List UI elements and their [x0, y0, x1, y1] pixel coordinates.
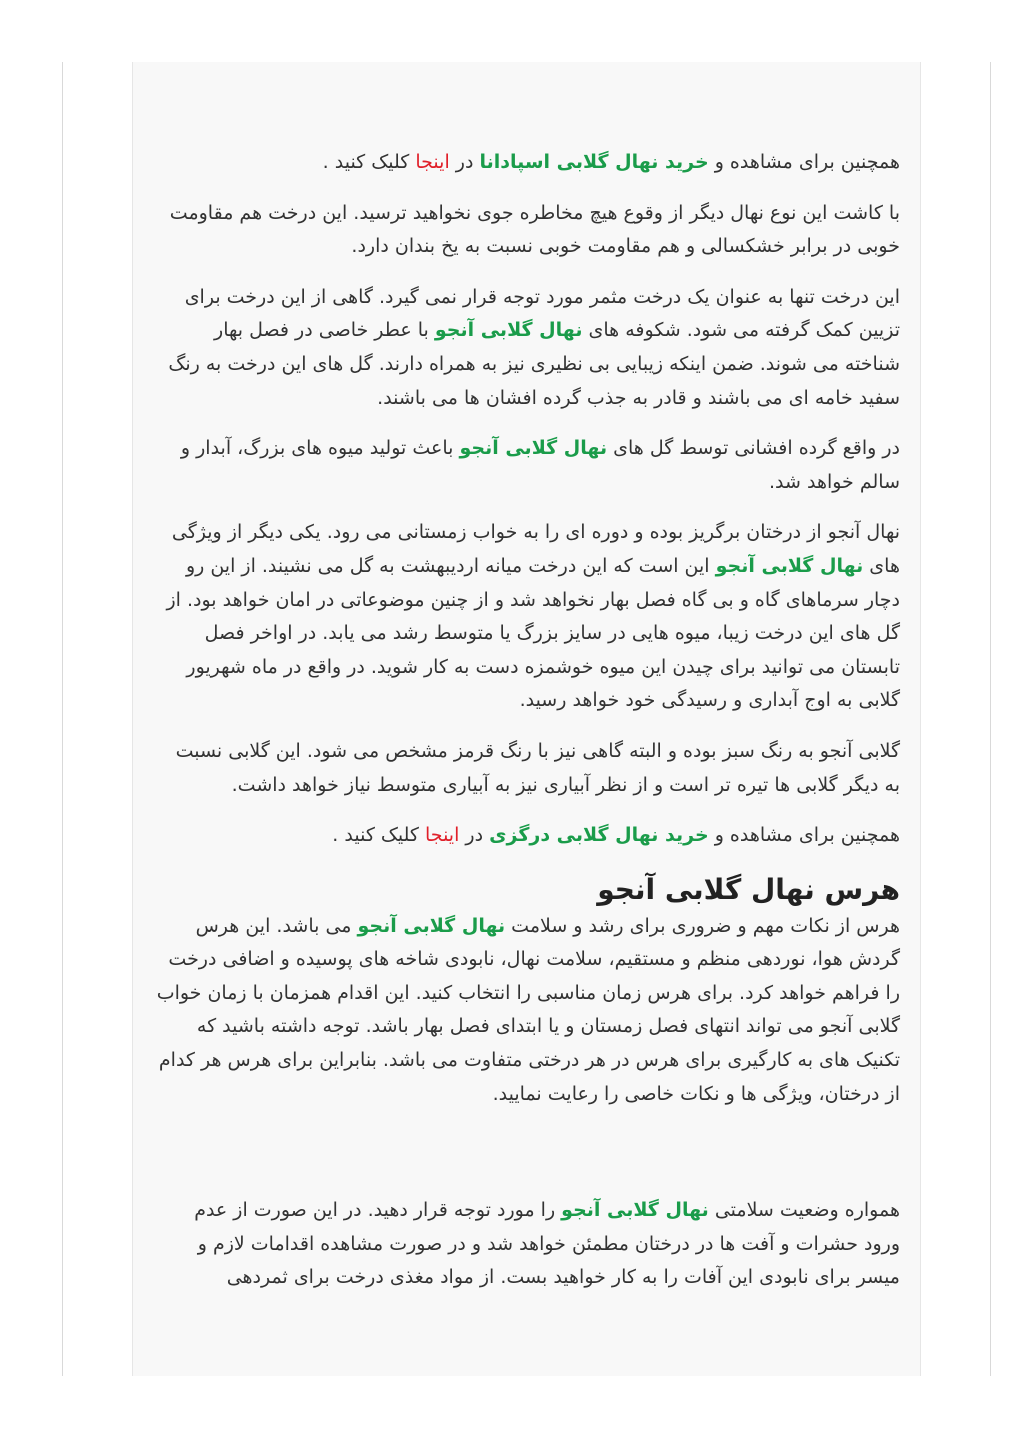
text: کلیک کنید .	[332, 824, 426, 847]
here-link[interactable]: اینجا	[425, 824, 460, 847]
text: این است که این درخت میانه اردیبهشت به گل می نشیند. از این رو دچار سرماهای گاه و بی گاه فصل بهار نخواهد شد و از چنین موضوعاتی در امان خواهد بود. از گل های این درخت زیبا، میوه هایی در سایز بزرگ یا متوسط رشد می یابد. در اواخر فصل تابستان می توانید برای چیدن این میوه خوشمزه دست به کار شوید. در واقع در ماه شهریور گلابی به اوج آبداری و رسیدگی خود خواهد رسید.	[166, 554, 900, 712]
text: را مورد توجه قرار دهید. در این صورت از عدم ورود حشرات و آفت ها در درختان مطمئن خواهد شد و در صورت مشاهده اقدامات لازم و میسر برای نابودی این آفات را به کار خواهید بست. از مواد مغذی درخت برای ثمردهی	[194, 1199, 900, 1289]
text: این درخت تنها به عنوان یک درخت مثمر مورد توجه قرار نمی گیرد. گاهی از این درخت برای تزیین کمک گرفته می شود. شکوفه های	[184, 285, 900, 342]
keyword-link-dargazi[interactable]: خرید نهال گلابی درگزی	[489, 824, 709, 847]
keyword-link-anjou[interactable]: نهال گلابی آنجو	[357, 914, 506, 937]
text: هرس از نکات مهم و ضروری برای رشد و سلامت	[505, 914, 900, 937]
paragraph-dormancy	[155, 516, 900, 718]
paragraph-pruning	[155, 910, 900, 1112]
paragraph-buy-dargazi	[155, 819, 900, 853]
keyword-link-anjou[interactable]: نهال گلابی آنجو	[561, 1199, 709, 1222]
paragraph-health	[155, 1194, 900, 1295]
paragraph-pollination	[155, 432, 900, 499]
article-card	[132, 62, 921, 1376]
text: نهال آنجو از درختان برگریز بوده و دوره ای را به خواب زمستانی می رود. یکی دیگر از ویژگی های	[171, 521, 900, 577]
text: با عطر خاصی در فصل بهار شناخته می شوند. ضمن اینکه زیبایی بی نظیری نیز به همراه دارند. گل های این درخت به رنگ سفید خامه ای می باشند و قادر به جذب گرده افشان ها می باشند.	[168, 319, 900, 409]
text: در	[449, 151, 480, 173]
keyword-link-spadana[interactable]: خرید نهال گلابی اسپادانا	[479, 151, 709, 173]
keyword-link-anjou[interactable]: نهال گلابی آنجو	[434, 319, 583, 342]
text: همچنین برای مشاهده و	[708, 824, 900, 847]
paragraph-color: گلابی آنجو به رنگ سبز بوده و البته گاهی نیز با رنگ قرمز مشخص می شود. این گلابی نسبت به دیگر گلابی ها تیره تر است و از نظر آبیاری نیز به آبیاری متوسط نیاز خواهد داشت.	[175, 739, 900, 796]
paragraph-resistance: با کاشت این نوع نهال دیگر از وقوع هیچ مخاطره جوی نخواهید ترسید. این درخت هم مقاومت خوبی در برابر خشکسالی و هم مقاومت خوبی نسبت به یخ بندان دارد.	[169, 201, 900, 258]
here-link[interactable]: اینجا	[415, 151, 450, 173]
paragraph-buy-spadana	[155, 146, 900, 180]
text: می باشد. این هرس گردش هوا، نوردهی منظم و مستقیم، سلامت نهال، نابودی شاخه های پوسیده و اضافی درخت را فراهم خواهد کرد. برای هرس زمان مناسبی را انتخاب کنید. این اقدام همزمان با زمان خواب گلابی آنجو می تواند انتهای فصل زمستان و یا ابتدای فصل بهار باشد. توجه داشته باشید که تکنیک های به کارگیری برای هرس در هر درختی متفاوت می باشد. بنابراین برای هرس هر کدام از درختان، ویژگی ها و نکات خاصی را رعایت نمایید.	[156, 914, 900, 1105]
paragraph-decoration	[155, 281, 900, 415]
text: باعث تولید میوه های بزرگ، آبدار و سالم خواهد شد.	[180, 437, 900, 493]
text: در واقع گرده افشانی توسط گل های	[607, 437, 900, 460]
article-body	[155, 146, 900, 1312]
keyword-link-anjou[interactable]: نهال گلابی آنجو	[715, 554, 864, 577]
keyword-link-anjou[interactable]: نهال گلابی آنجو	[459, 437, 608, 460]
text: همواره وضعیت سلامتی	[708, 1199, 900, 1222]
text: همچنین برای مشاهده و	[708, 151, 900, 173]
section-heading-pruning: هرس نهال گلابی آنجو	[597, 872, 900, 906]
text: کلیک کنید .	[322, 151, 416, 173]
text: در	[459, 824, 490, 847]
spacer	[155, 1128, 900, 1194]
